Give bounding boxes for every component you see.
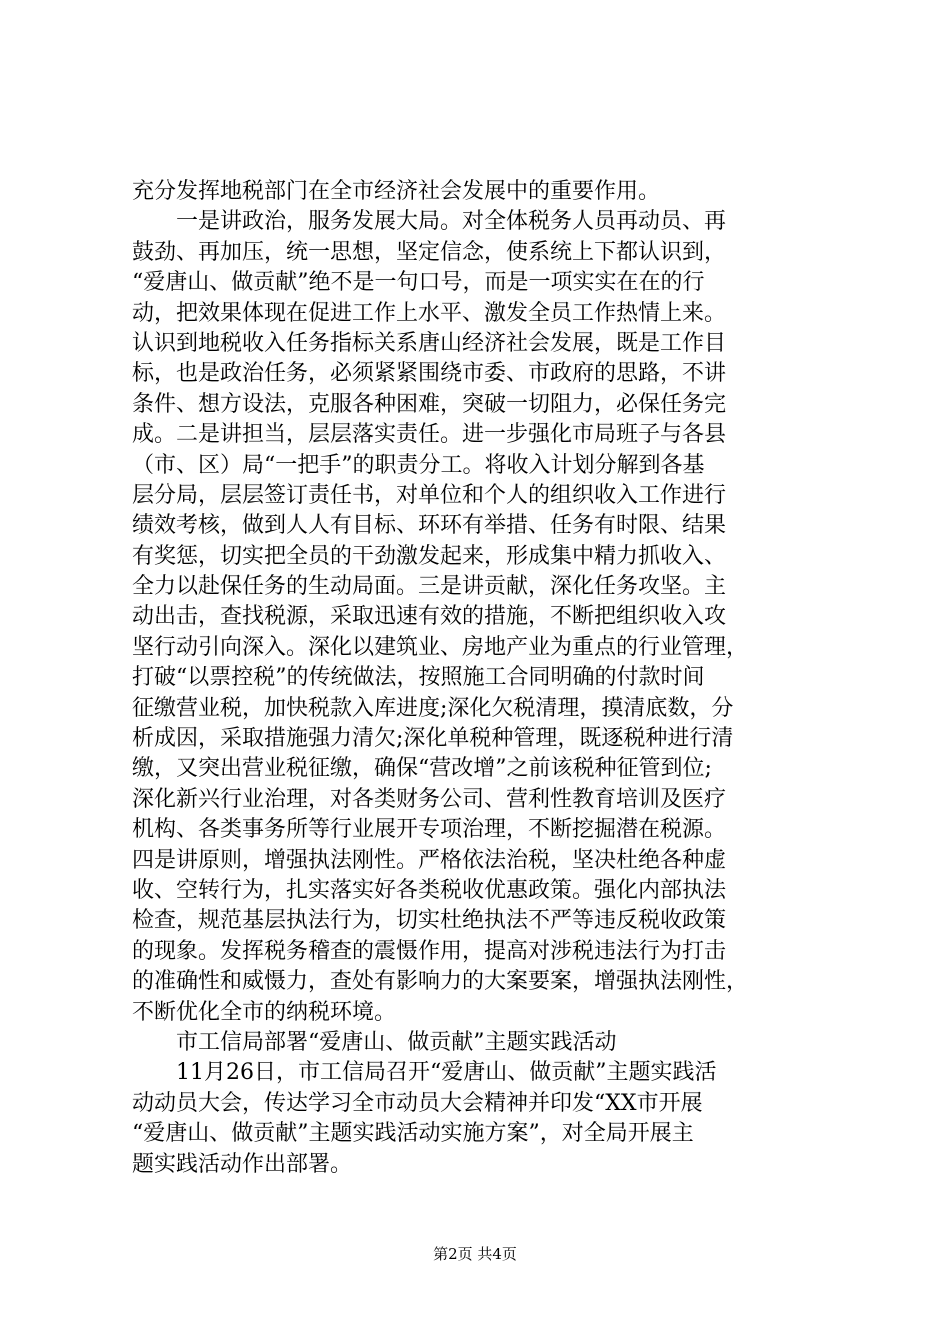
text-line: 充分发挥地税部门在全市经济社会发展中的重要作用。 [132,179,661,204]
text-line: 鼓劲、再加压，统一思想，坚定信念，使系统上下都认识到， [132,239,727,265]
page-number-footer: 第2页 共4页 [433,1245,517,1263]
document-body [132,177,852,1180]
text-line: 层分局，层层签订责任书，对单位和个人的组织收入工作进行 [132,482,727,508]
text-line: 成。二是讲担当，层层落实责任。进一步强化市局班子与各县 [132,422,727,448]
text-line: 标，也是政治任务，必须紧紧围绕市委、市政府的思路，不讲 [132,361,727,387]
text-line: “爱唐山、做贡献”绝不是一句口号，而是一项实实在在的行 [132,270,705,296]
text-line: 缴，又突出营业税征缴，确保“营改增”之前该税种征管到位; [132,756,712,782]
text-line: 全力以赴保任务的生动局面。三是讲贡献，深化任务攻坚。主 [132,574,727,600]
text-line: 打破“以票控税”的传统做法，按照施工合同明确的付款时间 [132,665,705,691]
text-line: 坚行动引向深入。深化以建筑业、房地产业为重点的行业管理， [132,634,749,660]
section-heading: 市工信局部署“爱唐山、做贡献”主题实践活动 [176,1029,617,1055]
text-line: （市、区）局“一把手”的职责分工。将收入计划分解到各基 [132,452,705,478]
text-line: 征缴营业税，加快税款入库进度;深化欠税清理，摸清底数，分 [132,695,734,721]
text-line: 检查，规范基层执法行为，切实杜绝执法不严等违反税收政策 [132,908,727,934]
text-line: 条件、想方设法，克服各种困难，突破一切阻力，必保任务完 [132,391,727,417]
text-line: 有奖惩，切实把全员的干劲激发起来，形成集中精力抓收入、 [132,543,727,569]
text-line: 四是讲原则，增强执法刚性。严格依法治税，坚决杜绝各种虚 [132,847,727,873]
text-line: 析成因，采取措施强力清欠;深化单税种管理，既逐税种进行清 [132,726,734,752]
text-line: 深化新兴行业治理，对各类财务公司、营利性教育培训及医疗 [132,786,727,812]
text-line: 动动员大会，传达学习全市动员大会精神并印发“XX市开展 [132,1090,703,1116]
text-line: 的现象。发挥税务稽查的震慑作用，提高对涉税违法行为打击 [132,938,727,964]
text-line: 动出击，查找税源，采取迅速有效的措施，不断把组织收入攻 [132,604,727,630]
paragraph-start-line: 11月26日，市工信局召开“爱唐山、做贡献”主题实践活 [176,1060,717,1086]
text-line: 认识到地税收入任务指标关系唐山经济社会发展，既是工作目 [132,330,727,356]
text-line: 的准确性和威慑力，查处有影响力的大案要案，增强执法刚性， [132,969,749,995]
text-line: 绩效考核，做到人人有目标、环环有举措、任务有时限、结果 [132,513,727,539]
text-line: 机构、各类事务所等行业展开专项治理，不断挖掘潜在税源。 [132,817,727,843]
text-line: 动，把效果体现在促进工作上水平、激发全员工作热情上来。 [132,300,727,326]
text-line: “爱唐山、做贡献”主题实践活动实施方案”，对全局开展主 [132,1121,694,1147]
text-line: 收、空转行为，扎实落实好各类税收优惠政策。强化内部执法 [132,877,727,903]
text-line: 不断优化全市的纳税环境。 [132,999,397,1025]
paragraph-start-line: 一是讲政治，服务发展大局。对全体税务人员再动员、再 [176,209,727,235]
text-line: 题实践活动作出部署。 [132,1151,353,1177]
